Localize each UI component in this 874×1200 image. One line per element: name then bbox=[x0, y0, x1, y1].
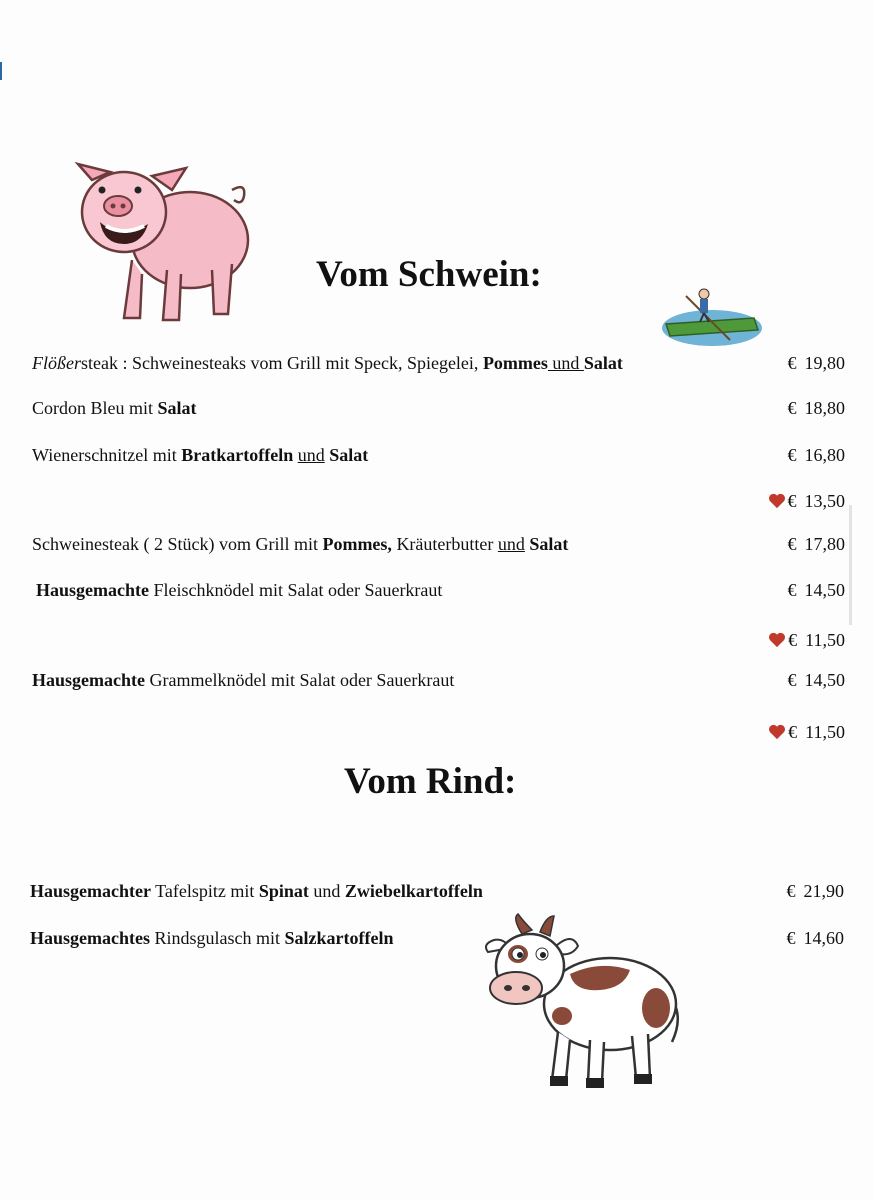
heart-icon bbox=[768, 632, 786, 648]
item-side-bratkartoffeln: Bratkartoffeln bbox=[181, 445, 294, 465]
raft-illustration bbox=[660, 284, 764, 350]
section-title-beef: Vom Rind: bbox=[344, 761, 517, 802]
item-side-butter: Kräuterbutter bbox=[391, 534, 498, 554]
item-description: Wienerschnitzel mit bbox=[32, 445, 182, 465]
item-side-salat: Salat bbox=[157, 398, 197, 418]
item-label-homemade: Hausgemachter bbox=[30, 881, 151, 901]
item-small-price: € 11,50 bbox=[768, 628, 845, 652]
menu-item-wienerschnitzel-small bbox=[0, 489, 874, 513]
item-label-homemade: Hausgemachte bbox=[36, 580, 149, 600]
item-description: Cordon Bleu mit bbox=[32, 398, 158, 418]
menu-item-fleischknoedel bbox=[0, 578, 874, 602]
item-price: € 14,50 bbox=[787, 580, 845, 600]
item-description: Grammelknödel mit Salat oder Sauerkraut bbox=[144, 670, 455, 690]
cow-illustration bbox=[470, 912, 690, 1102]
item-description: Fleischknödel mit Salat oder Sauerkraut bbox=[148, 580, 443, 600]
menu-item-flossersteak bbox=[0, 351, 874, 375]
heart-icon bbox=[768, 724, 786, 740]
item-side-salat: Salat bbox=[329, 445, 369, 465]
item-conjunction: und bbox=[547, 353, 584, 373]
item-conjunction: und bbox=[497, 534, 525, 554]
item-conjunction: und bbox=[297, 445, 325, 465]
scan-edge-mark bbox=[0, 62, 2, 80]
heart-icon bbox=[768, 493, 786, 509]
item-small-price: € 11,50 bbox=[768, 720, 845, 744]
item-description: Rindsgulasch mit bbox=[150, 928, 285, 948]
item-label-homemade: Hausgemachtes bbox=[30, 928, 150, 948]
item-name-italic: Flößer bbox=[32, 353, 81, 373]
item-price: € 21,90 bbox=[786, 881, 844, 901]
menu-item-fleischknoedel-small bbox=[0, 628, 874, 652]
item-side-salat: Salat bbox=[583, 353, 623, 373]
scan-shadow bbox=[849, 505, 852, 625]
item-price: € 16,80 bbox=[787, 445, 845, 465]
item-description: steak : Schweinesteaks vom Grill mit Speck, Spiegelei, bbox=[81, 353, 483, 373]
menu-item-grammelknoedel-small bbox=[0, 720, 874, 744]
item-side-spinat: Spinat bbox=[258, 881, 309, 901]
item-side-salzkartoffeln: Salzkartoffeln bbox=[284, 928, 394, 948]
menu-item-cordon-bleu bbox=[0, 396, 874, 420]
item-side-pommes: Pommes, bbox=[322, 534, 392, 554]
menu-item-rindsgulasch bbox=[0, 926, 874, 950]
item-price: € 17,80 bbox=[787, 534, 845, 554]
item-price: € 14,60 bbox=[786, 928, 844, 948]
item-side-salat: Salat bbox=[529, 534, 569, 554]
section-title-pork: Vom Schwein: bbox=[316, 254, 542, 295]
item-conjunction: und bbox=[308, 881, 345, 901]
menu-item-wienerschnitzel bbox=[0, 443, 874, 467]
item-price: € 14,50 bbox=[787, 670, 845, 690]
item-description: Tafelspitz mit bbox=[150, 881, 259, 901]
pig-illustration bbox=[72, 150, 257, 330]
item-price: € 19,80 bbox=[787, 353, 845, 373]
item-description: Schweinesteak ( 2 Stück) vom Grill mit bbox=[32, 534, 323, 554]
item-side-zwiebelkartoffeln: Zwiebelkartoffeln bbox=[344, 881, 483, 901]
item-small-price: € 13,50 bbox=[768, 489, 846, 513]
item-price: € 18,80 bbox=[787, 398, 845, 418]
menu-item-grammelknoedel bbox=[0, 668, 874, 692]
item-side-pommes: Pommes bbox=[482, 353, 548, 373]
menu-item-tafelspitz bbox=[0, 879, 874, 903]
menu-item-schweinesteak bbox=[0, 532, 874, 556]
item-label-homemade: Hausgemachte bbox=[32, 670, 145, 690]
